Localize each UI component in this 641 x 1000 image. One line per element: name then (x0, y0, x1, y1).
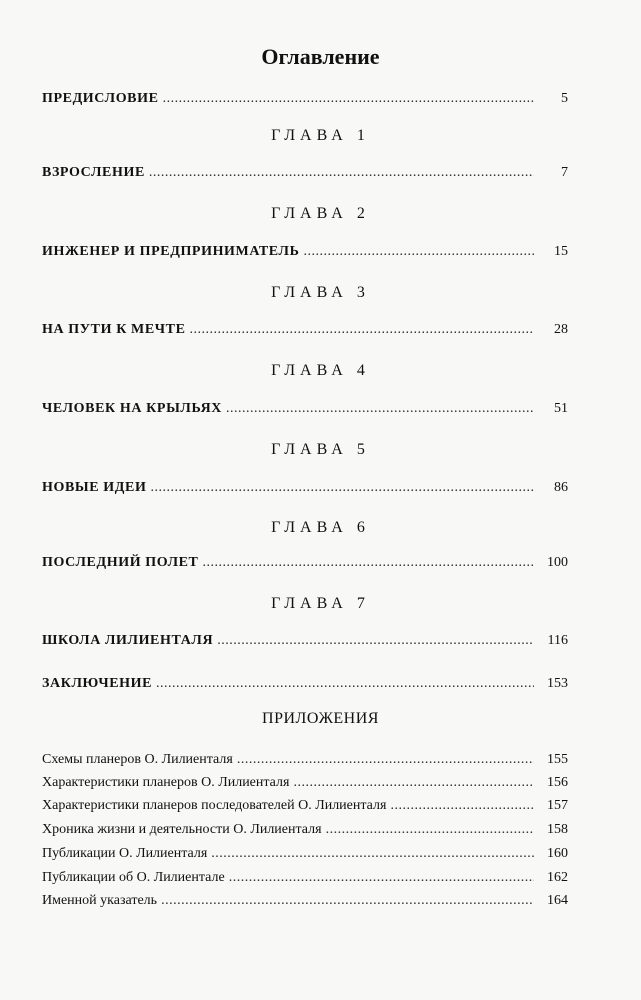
entry-label: Публикации О. Лилиенталя (42, 846, 208, 861)
dot-leader (202, 555, 534, 571)
dot-leader (156, 676, 534, 692)
dot-leader (161, 893, 534, 909)
page-title: Оглавление (261, 44, 380, 69)
entry-label: ИНЖЕНЕР И ПРЕДПРИНИМАТЕЛЬ (42, 244, 300, 259)
entry-page-number: 51 (554, 401, 568, 416)
entry-page-number: 86 (554, 480, 568, 495)
entry-page-number: 28 (554, 322, 568, 337)
entry-label: ПРЕДИСЛОВИЕ (42, 91, 159, 106)
dot-leader (163, 91, 534, 107)
dot-leader (303, 244, 534, 260)
entry-label: ВЗРОСЛЕНИЕ (42, 165, 145, 180)
dot-leader (293, 775, 534, 791)
toc-entry-appendix[interactable] (42, 870, 568, 886)
toc-entry-appendix[interactable] (42, 893, 568, 909)
entry-label: Характеристики планеров последователей О. Лилиенталя (42, 798, 387, 813)
entry-page-number: 5 (561, 91, 568, 106)
entry-label: ШКОЛА ЛИЛИЕНТАЛЯ (42, 633, 214, 648)
dot-leader (390, 798, 534, 814)
entry-label: ЗАКЛЮЧЕНИЕ (42, 676, 153, 691)
appendices-heading: ПРИЛОЖЕНИЯ (262, 710, 379, 727)
toc-entry-appendix[interactable] (42, 798, 568, 814)
entry-page-number: 100 (547, 555, 568, 570)
entry-label: Публикации об О. Лилиентале (42, 870, 225, 885)
toc-entry-chapter-7[interactable] (42, 633, 568, 649)
entry-page-number: 157 (547, 798, 568, 813)
toc-entry-chapter-5[interactable] (42, 480, 568, 496)
chapter-heading-3: ГЛАВА 3 (271, 284, 370, 301)
entry-label: Хроника жизни и деятельности О. Лилиенталя (42, 822, 322, 837)
dot-leader (326, 822, 534, 838)
toc-entry-chapter-4[interactable] (42, 401, 568, 417)
toc-entry-appendix[interactable] (42, 752, 568, 768)
dot-leader (217, 633, 534, 649)
chapter-heading-5: ГЛАВА 5 (271, 441, 370, 458)
entry-page-number: 158 (547, 822, 568, 837)
entry-page-number: 15 (554, 244, 568, 259)
entry-label: Характеристики планеров О. Лилиенталя (42, 775, 290, 790)
chapter-heading-4: ГЛАВА 4 (271, 362, 370, 379)
entry-page-number: 162 (547, 870, 568, 885)
chapter-heading-2: ГЛАВА 2 (271, 205, 370, 222)
entry-label: ЧЕЛОВЕК НА КРЫЛЬЯХ (42, 401, 222, 416)
entry-page-number: 164 (547, 893, 568, 908)
toc-entry-appendix[interactable] (42, 822, 568, 838)
toc-entry-chapter-2[interactable] (42, 244, 568, 260)
dot-leader (150, 480, 534, 496)
dot-leader (229, 870, 534, 886)
toc-entry-chapter-6[interactable] (42, 555, 568, 571)
chapter-heading-6: ГЛАВА 6 (271, 519, 370, 536)
dot-leader (237, 752, 534, 768)
dot-leader (149, 165, 534, 181)
dot-leader (226, 401, 534, 417)
toc-entry-preface[interactable] (42, 91, 568, 107)
entry-page-number: 156 (547, 775, 568, 790)
entry-page-number: 153 (547, 676, 568, 691)
toc-entry-appendix[interactable] (42, 775, 568, 791)
toc-entry-chapter-3[interactable] (42, 322, 568, 338)
chapter-heading-1: ГЛАВА 1 (271, 127, 370, 144)
entry-page-number: 155 (547, 752, 568, 767)
entry-page-number: 7 (561, 165, 568, 180)
entry-label: Схемы планеров О. Лилиенталя (42, 752, 233, 767)
entry-label: Именной указатель (42, 893, 158, 908)
entry-label: НА ПУТИ К МЕЧТЕ (42, 322, 186, 337)
toc-entry-conclusion[interactable] (42, 676, 568, 692)
entry-label: ПОСЛЕДНИЙ ПОЛЕТ (42, 555, 199, 570)
dot-leader (211, 846, 534, 862)
chapter-heading-7: ГЛАВА 7 (271, 595, 370, 612)
dot-leader (190, 322, 534, 338)
entry-page-number: 160 (547, 846, 568, 861)
entry-page-number: 116 (547, 633, 568, 648)
toc-entry-appendix[interactable] (42, 846, 568, 862)
toc-entry-chapter-1[interactable] (42, 165, 568, 181)
entry-label: НОВЫЕ ИДЕИ (42, 480, 147, 495)
